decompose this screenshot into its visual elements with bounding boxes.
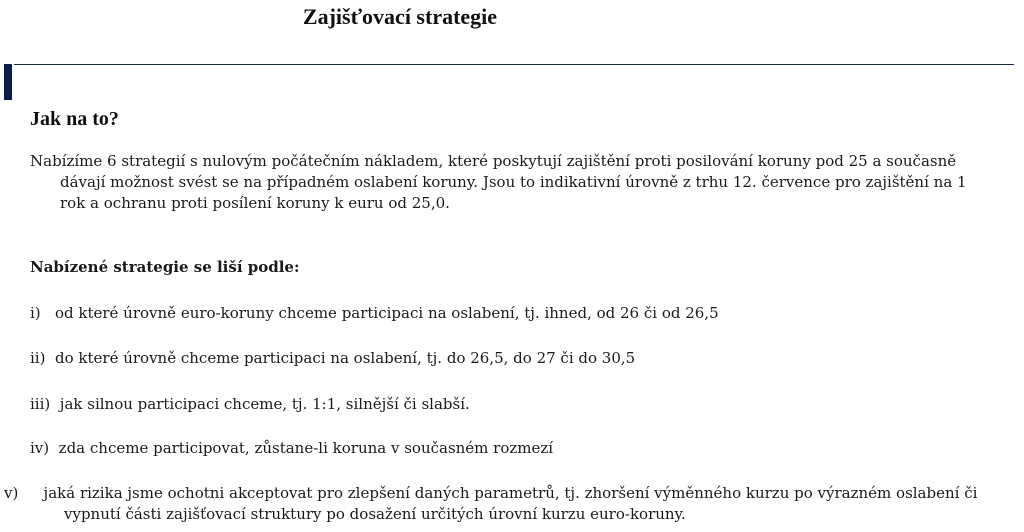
document-title: Zajišťovací strategie <box>302 4 498 29</box>
list-item-number: i) <box>30 304 41 322</box>
accent-bar <box>4 64 12 100</box>
list-item <box>30 348 1005 369</box>
list-item-text: od které úrovně euro-koruny chceme participaci na oslabení, tj. ihned, od 26 či od 26,5 <box>54 304 719 322</box>
list-item-text: do které úrovně chceme participaci na oslabení, tj. do 26,5, do 27 či do 30,5 <box>55 349 636 367</box>
list-item <box>30 438 1005 459</box>
list-item <box>30 394 1005 415</box>
section-heading: Jak na to? <box>30 108 119 130</box>
list-item-text: zda chceme participovat, zůstane-li koruna v současném rozmezí <box>58 439 554 457</box>
intro-paragraph: Nabízíme 6 strategií s nulovým počátečním nákladem, které poskytují zajištění proti posilování koruny pod 25 a současně dávají možnost svést se na případném oslabení koruny. Jsou to indikativní úrovně z trhu 12. července pro zajištění na 1 rok a ochranu proti posílení koruny k euru od 25,0. <box>30 152 967 212</box>
list-item-number: iii) <box>30 395 51 413</box>
list-item-number: ii) <box>30 349 46 367</box>
strategies-subheading: Nabízené strategie se liší podle: <box>30 258 300 276</box>
list-item-text: jaká rizika jsme ochotni akceptovat pro zlepšení daných parametrů, tj. zhoršení výměnného kurzu po výrazném oslabení či vypnutí části zajišťovací struktury po dosažení určitých úrovní kurzu euro-koruny. <box>43 484 978 523</box>
list-item-number: iv) <box>30 439 50 457</box>
list-item-text: jak silnou participaci chceme, tj. 1:1, silnější či slabší. <box>59 395 470 413</box>
list-item: v) jaká rizika jsme ochotni akceptovat pro zlepšení daných parametrů, tj. zhoršení výměnného kurzu po výrazném oslabení či vypnutí části zajišťovací struktury po dosažení určitých úrovní kurzu euro-koruny. <box>4 484 978 523</box>
list-item <box>30 303 1005 324</box>
header-divider <box>14 64 1014 65</box>
